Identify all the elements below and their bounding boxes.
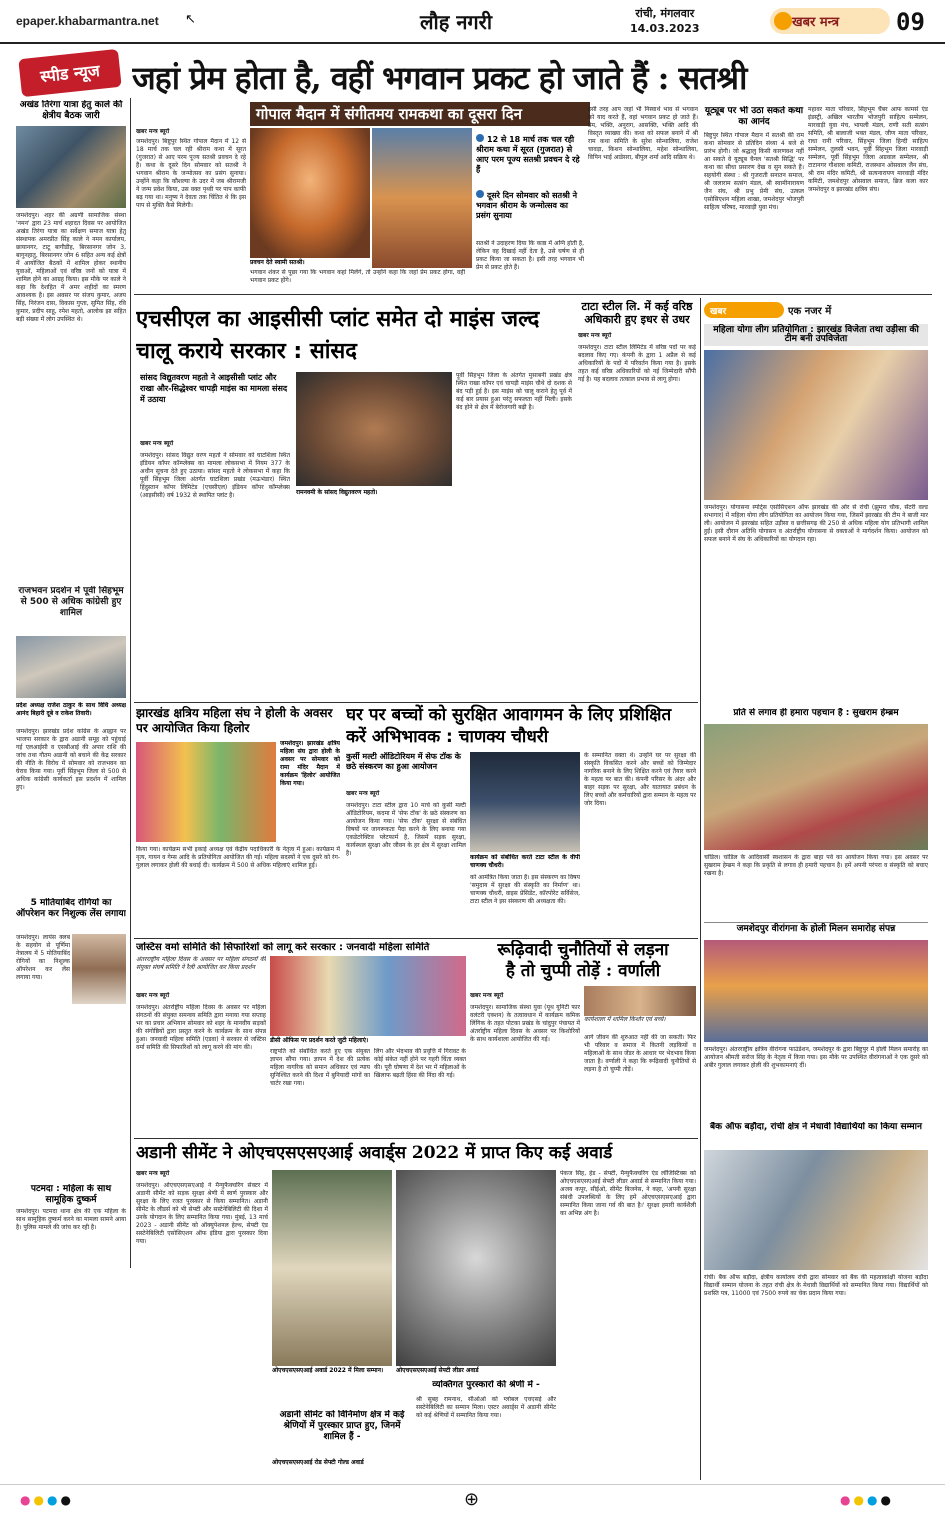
city-day: रांची, मंगलवार: [635, 7, 695, 20]
cw-subhead: कुर्सी मल्टी ऑडिटोरियम में सेफ टॉक के छठे संस्करण का हुआ आयोजन: [346, 752, 461, 771]
ad-photo-caption-3: ओएचएसएसएआई रोड सेफ्टी गोल्ड अवार्ड: [272, 1458, 556, 1467]
divider-bottom: [134, 1138, 698, 1139]
hcl-intro: सांसद विद्युतवरण महतो ने आइसीसी प्लांट और राखा और-सिद्धेश्वर चापड़ी माइंस का मामला संसद में उठाया: [140, 373, 288, 404]
right-r3-body: जमशेदपुर। अंतरराष्ट्रीय क्षत्रिय वीरांगना फाउंडेशन, जमशेदपुर के द्वारा बिष्टुपुर में होली मिलन समारोह का आयोजन श्रीमती सरोज सिंह के नेतृत्व में किया गया। इस मौके पर उपस्थित वीरांगनाओं ने एक दूसरे को अबीर गुलाल लगाकर होली की शुभकामनाएं दीं।: [704, 1046, 928, 1069]
left-s1-head: अखंड तिरंगा यात्रा हेतु काले की क्षेत्रीय बैठक जारी: [19, 100, 123, 121]
right-r1-body: जमशेदपुर। योगासना स्पोर्ट्स एसोसिएशन ऑफ झारखंड की ओर से रांची (झुमरा चौक, सेंटरी वल्ड सभागार) में महिला योगा लीग प्रतियोगिता का आयोजन किया गया, जिसमें झारखंड की टीम ने बाजी मार ली। आयोजन में झारखंड सहित उड़ीसा व छत्तीसगढ़ की 250 से अधिक महिला योग प्रतिभागी शामिल हुईं। इसी दौरान अतिथि योगासन व अंतर्राष्ट्रीय योगासना से वक्ताओं ने मार्गदर्शन किया। आयोजन को सफल बनाने में संघ के अधिकारियों का योगदान रहा।: [704, 504, 928, 543]
ad-body: जमशेदपुर। ओएचएसएसएआई ने मैन्युफैक्चरिंग सेक्टर में अडानी सीमेंट को सड़क सुरक्षा श्रेणी में स्वर्ण पुरस्कार और सुरक्षा के लिए रजत पुरस्कार से किया सम्मानित। अडानी सीमेंट के लीडर्स को भी सेफ्टी और सस्टेनेबिलिटी की दिशा में उनके योगदान के लिए सम्मानित किया गया। मुंबई, 13 मार्च 2023 - अडानी सीमेंट को ऑक्युपेशनल हेल्थ, सेफ्टी एंड सस्टेनेबिलिटी एसोसिएशन ऑफ इंडिया द्वारा पुरस्कार दिया गया।: [136, 1182, 268, 1245]
badge-brand: खबर: [704, 302, 784, 318]
top-body-2: भगवान शंकर से पूछा गया कि भगवान कहां मिलेंगे, तो उन्होंने कहा कि जहां प्रेम प्रकट होगा, वहीं भगवान प्रकट होंगे।: [250, 269, 465, 284]
top-story-bar: गोपाल मैदान में संगीतमय रामकथा का दूसरा दिन: [250, 102, 590, 126]
right-yt-head: यूट्यूब पर भी उठा सकते कथा का आनंद: [704, 106, 804, 127]
cw-body: जमशेदपुर। टाटा स्टील द्वारा 10 मार्च को कुर्सी मल्टी ऑडिटोरियम, कदमा में 'सेफ टॉक' के छठे संस्करण का आयोजन किया गया। 'सेफ टॉक' सुरक्षा से संबंधित विषयों पर जागरूकता पैदा करने के लिए बनाया गया एकडेटरेक्टिव प्लेटफार्म है, जिसमें सड़क सुरक्षा, कार्यस्थल सुरक्षा और जीवन के हर क्षेत्र में सुरक्षा शामिल है।: [346, 802, 466, 857]
mv-subhead: अंतरराष्ट्रीय महिला दिवस के अवसर पर महिला संगठनों की संयुक्त संघर्ष समिति ने रैली आयोजित कर किया प्रदर्शन: [136, 956, 266, 971]
hcl-photo: [296, 372, 452, 486]
hcl-body-2: पूर्वी सिंहभूम जिला के अंतर्गत मुसाबनी प्रखंड क्षेत्र स्थित राखा कॉपर एवं चापड़ी माइंस चौथे दो दशक से बंद पड़ी हुई है। इस माइंस को चालू कराने हेतु पूर्व में कई बार प्रयास हुआ परंतु सफलता नहीं मिली। इसके बंद होने से क्षेत्र में बेरोजगारी बढ़ी है।: [456, 372, 572, 411]
cw-photo: [470, 752, 580, 852]
page-number: 09: [896, 8, 925, 36]
mv-photo-caption: डीसी ऑफिस पर प्रदर्शन करते जुटी महिलाएं।: [270, 1036, 466, 1045]
hcl-body-cont: [296, 500, 446, 700]
right-r4-body: रांची। बैंक ऑफ बड़ौदा, क्षेत्रीय कार्यालय रांची द्वारा सोमवार को बैंक की महत्वाकांक्षी योजना बड़ौदा विद्यार्थी सम्मान योजना के तहत रांची क्षेत्र के मेधावी विद्यार्थियों को सम्मानित किया गया। विद्यार्थियों को प्रशस्ति पत्र, 11000 एवं 7500 रुपये का चेक प्रदान किया गया।: [704, 1274, 928, 1297]
right-r4-photo: [704, 1150, 928, 1270]
top-photo: [250, 128, 370, 258]
left-s4-body: जमशेदपुर। पटमदा थाना क्षेत्र की एक महिला के साथ सामूहिक दुष्कर्म करने का मामला सामने आया है। पुलिस मामले की जांच कर रही है।: [16, 1208, 126, 1231]
mv-body-2: राष्ट्रपति को संबोधित करते हुए एक संयुक्त ज्ञापन सौंपा गया। ज्ञापन में देश की प्रत्येक महिला नागरिक को समान अधिकार एवं न्याय सुनिश्चित करने की दिशा में बुनियादी मांगों का चार्टर रखा गया।: [270, 1048, 370, 1087]
badge-label: एक नजर में: [788, 306, 832, 317]
hcl-photo-caption: रामनवमी के सांसद विद्युतवरण महतो।: [296, 488, 452, 497]
vr-body: जमशेदपुर। सामाजिक संस्था युवा (यूथ यूनिटी फार वलंटरी एक्शन) के तत्वावधान में कार्यक्रम कमिक लिंगिक के तहत पोटका प्रखंड के चांदुपुर पंचायत में अंतर्राष्ट्रीय महिला दिवस के अवसर पर किशोरियों के साथ कार्यशाला आयोजित की गई।: [470, 1004, 580, 1043]
cw-body-3: के सम्मानित वक्ता थे। उन्होंने घर पर सुरक्षा की संस्कृति विकसित करने और बच्चों को जिम्मेदार नागरिक बनाने के लिए शिक्षित करने एवं तैयार करने के महत्व पर बात की। कंपनी परिसर के अंदर और बाहर सड़क पर सुरक्षा, और यातायात प्रबंधन के लिए बच्चों और कर्मचारियों द्वारा सम्मान के महत्व पर जोर दिया।: [584, 752, 696, 807]
registration-dots-right: ●●●●: [840, 1493, 894, 1507]
hcl-byline: खबर मन्त्र ब्यूरो: [140, 440, 174, 447]
brand-name: खबर मन्त्र: [792, 15, 840, 30]
masthead: [0, 0, 945, 44]
top-photo-2: [372, 128, 472, 268]
tata-body: जमशेदपुर। टाटा स्टील लिमिटेड में वरिष्ठ पदों पर कई बदलाव किए गए। कंपनी के द्वारा 1 अप्रैल से कई अधिकारियों के पदों में परिवर्तन किया गया है। इसके तहत कई वरिष्ठ अधिकारियों को नई जिम्मेदारी सौंपी गई है। यह बदलाव तत्काल प्रभाव से लागू होगा।: [578, 344, 696, 383]
ks-body: किया गया। कार्यक्रम सभी इकाई अध्यक्ष एवं केंद्रीय पदाधिकारी के नेतृत्व में हुआ। कार्यक्रम में नृत्य, गायन व गेम्स आदि के प्रतियोगिता आयोजित की गई। महिला सदस्यों ने एक दूसरे को रंग-गुलाल लगाकर होली की बधाई दी। कार्यक्रम में 500 से अधिक महिलाएं शामिल हुईं।: [136, 846, 340, 869]
ks-caption: जमशेदपुर। झारखंड क्षत्रिय महिला संघ द्वारा होली के अवसर पर सोमवार को रामा मंदिर मैदान में कार्यक्रम 'हिलोर' आयोजित किया गया।: [280, 740, 340, 787]
ad-photo-caption-2: ओएचएसएसएआई सेफ्टी लीडर अवार्ड: [396, 1366, 556, 1375]
top-bullet-2: [476, 190, 584, 221]
right-r2-photo: [704, 724, 928, 850]
left-s1-body: जमशेदपुर। शहर की अग्रणी सामाजिक संस्था 'नमन' द्वारा 23 मार्च शहादत दिवस पर आयोजित अखंड तिरंगा यात्रा का सर्वेक्षण समाज यात्रा हेतु संस्थापक अमरप्रीत सिंह काले ने नमन कार्यालय, छायानगर, टाटू बागीडीह, बिरसानगर जोन 3, बागुनहातु, बिरसानगर जोन 6 सहित अन्य कई क्षेत्रों में आयोजित बैठकों में शामिल होकर स्थानीय युवाओं, महिलाओं एवं वरिष्ठ जनों को यात्रा में शामिल होने का आग्रह किया। इस मौके पर काले ने कहा कि देशहित में अमर शहीदों का स्मरण आवश्यक है। इस अवसर पर संजय कुमार, अजय सिंह, निरंजन दास, विकास गुप्ता, सुमित सिंह, रवि कुमार, प्रदीप साहू, रमेश महतो, आलोक झा सहित बड़ी संख्या में लोग उपस्थित थे।: [16, 212, 126, 323]
speed-news-logo: स्पीड न्यूज: [18, 49, 121, 97]
ad-subhead: अडानी सीमेंट को विनिर्माण क्षेत्र में कई श्रेणियों में पुरस्कार प्राप्त हुए, जिनमें शामिल हैं -: [279, 1410, 405, 1442]
top-bullet-1-text: 12 से 18 मार्च तक चल रही श्रीराम कथा में सूरत (गुजरात) से आए परम पूज्य सतश्री प्रवचन दे रहे हैं: [476, 135, 580, 174]
bullet-icon: [476, 190, 484, 198]
site-url[interactable]: epaper.khabarmantra.net: [16, 14, 159, 28]
left-s2-body: जमशेदपुर। झारखंड प्रदेश कांग्रेस के आह्वान पर भाजपा सरकार के द्वारा अडानी समूह को पहुंचाई गई एलआईसी व एसबीआई की अपार राशि की जांच तथा गौतम अडानी को बचाने की केंद्र सरकार की नीति के विरोध में सोमवार को राजभवन का घेराव किया गया। पूर्वी सिंहभूम जिला से 500 से अधिक कांग्रेसी कार्यकर्ता इस प्रदर्शन में शामिल हुए।: [16, 728, 126, 791]
col-divider-right: [700, 298, 701, 1480]
vr-photo: [584, 986, 696, 1016]
divider-top: [134, 294, 932, 295]
mv-body: जमशेदपुर। अंतर्राष्ट्रीय महिला दिवस के अवसर पर महिला संगठनों की संयुक्त समन्वय समिति द्वारा मनाया गया सप्ताह भर का प्रचार अभियान सोमवार को शहर के मानवीय सड़कों की संगोष्ठियों द्वारा प्रस्तुत करने के कार्यक्रम के साथ संपन्न हुआ। जनवादी महिला समिति (एडवा) ने सरकार से जस्टिस वर्मा समिति की सिफारिशों को लागू करने की मांग की।: [136, 1004, 266, 1051]
right-r1-photo: [704, 350, 928, 500]
registration-mark-icon: ⊕: [464, 1489, 480, 1510]
ks-photo: [136, 742, 276, 842]
cw-headline: घर पर बच्चों को सुरक्षित आवागमन के लिए प्रशिक्षित करें अभिभावक : चाणक्य चौधरी: [346, 705, 672, 747]
ad-award-photo-1: [272, 1170, 392, 1366]
left-s3-photo: [72, 934, 126, 1004]
right-yt-body-2: महावर माता परिवार, सिंहभूम चैंबर आफ कामर्स एंड इंडस्ट्री, अखिल भारतीय भोजपुरी साहित्य सम्मेलन, मारवाड़ी युवा मंच, भायली मंडल, राणी सती सत्संग समिति, श्री बालाजी भक्त मंडल, जीण माता परिवार, राधा रानी परिवार, सिंहभूम जिला हिन्दी साहित्य सम्मेलन, तुलसी भवन, पूर्वी सिंहभूम जिला मारवाड़ी सम्मेलन, पूर्वी सिंहभूम जिला अग्रवाल सम्मेलन, श्री टाटानगर गौशाला कमिटी, राजस्थान ओसवाल जैन संघ, श्री राम मंदिर कमिटी, श्री सत्यनारायण मारवाड़ी मंदिर कमिटी, जमशेदपुर ओसवाल समाज, ब्रिज कला कार जमशेदपुर व झारखंड क्षत्रिय संघ।: [808, 106, 928, 193]
left-s4-head: पटमदा : महिला के साथ सामूहिक दुष्कर्म: [30, 1184, 112, 1205]
top-bullet-2-text: दूसरे दिन सोमवार को सतश्री ने भगवान श्रीराम के जन्मोत्सव का प्रसंग सुनाया: [476, 191, 578, 220]
ad-award-photo-2: [396, 1170, 556, 1366]
left-s3-body-cont: [16, 1006, 126, 1182]
col-divider-left: [130, 98, 131, 1268]
right-r4-head: बैंक ऑफ बड़ौदा, रांची क्षेत्र ने मेधावी विद्यार्थियों का किया सम्मान: [710, 1122, 922, 1132]
top-body-3: सतश्री ने उदाहरण दिया कि काष्ठ में अग्नि होती है, लेकिन वह दिखाई नहीं देता है, उसे घर्षण से ही प्रकट किया जा सकता है। इसी तरह भगवान भी प्रेम से प्रकट होते हैं।: [476, 240, 584, 271]
page-date: [630, 6, 700, 36]
main-headline: जहां प्रेम होता है, वहीं भगवान प्रकट हो जाते हैं : सतश्री: [132, 59, 747, 97]
right-yt-body: बिष्टुपुर स्थित गोपाल मैदान में सतश्री की राम कथा सोमवार से प्रतिदिन संध्या 4 बजे से प्रारंभ होगी। जो श्रद्धालु किसी कारणवश नहीं आ सकते वे यूट्यूब चैनल 'सतश्री सिद्धि' पर कथा का सीधा प्रसारण देख व सुन सकते हैं। सहयोगी संस्था : श्री गुजराती सनातन समाज, श्री जलाराम सत्संग मंडल, श्री स्वामीनारायण जैन संघ, श्री प्रभु प्रेमी संघ, उत्कल एसोसिएशन महिला शाखा, जमशेदपुर भोजपुरी साहित्य परिषद, मारवाड़ी युवा मंच।: [704, 132, 804, 211]
left-s2-head: राजभवन प्रदर्शन में पूर्वी सिंहभूम से 500 से अधिक कांग्रेसी हुए शामिल: [18, 586, 124, 618]
left-s3-head: 5 मोतियाबिंद रोगियों का ऑपरेशन कर निशुल्क लेंस लगाया: [16, 898, 126, 919]
ad-body-2: पंकज सिंह, हेड - सेफ्टी, मैन्युफैक्चरिंग एंड लॉजिस्टिक्स को ओएचएसएसएआई सेफ्टी लीडर अवार्ड से सम्मानित किया गया। अजय कपूर, सीईओ, सीमेंट बिजनेस, ने कहा, 'अपनी सुरक्षा संबंधी उपलब्धियों के लिए हमें ओएचएसएसएआई द्वारा सम्मानित किया जाना गर्व की बात है।' सुरक्षा हमारी कार्यशैली का अभिन्न अंग है।: [560, 1170, 696, 1217]
top-body-1: जमशेदपुर। बिष्टुपुर स्थित गोपाल मैदान में 12 से 18 मार्च तक चल रही श्रीराम कथा में सूरत (गुजरात) से आए परम पूज्य सतश्री प्रवचन दे रहे हैं। कथा के दूसरे दिन सोमवार को सतश्री ने भगवान श्रीराम के जन्मोत्सव का प्रसंग सुनाया। उन्होंने कहा कि कौशल्या के उदर में जब श्रीरामजी ने जन्म प्रवेश किया, उस वक्त पृथ्वी पर पाप काफी बढ़ गया था। मनुष्य ने देवता तक चिंतित थे कि इस पाप से मुक्ति कैसे मिलेगी।: [136, 138, 246, 209]
tata-byline: खबर मन्त्र ब्यूरो: [578, 332, 612, 339]
mv-byline: खबर मन्त्र ब्यूरो: [136, 992, 170, 999]
ks-headline: झारखंड क्षत्रिय महिला संघ ने होली के अवसर पर आयोजित किया हिलोर: [136, 706, 333, 735]
top-byline: खबर मन्त्र ब्यूरो: [136, 128, 170, 135]
cw-byline: खबर मन्त्र ब्यूरो: [346, 790, 380, 797]
footer-bar: [0, 1484, 945, 1517]
ad-subhead-2: व्यक्तिगत पुरस्कारों की श्रेणी में -: [432, 1380, 540, 1390]
right-r1-head: महिला योगा लीग प्रतियोगिता : झारखंड विजेता तथा उड़ीसा की टीम बनी उपविजेता: [704, 324, 928, 346]
top-bullet-1: [476, 134, 584, 175]
ad-photo-caption-1: ओएचएसएसएआई अवार्ड 2022 में मिला सम्मान।: [272, 1366, 392, 1375]
left-s2-caption: प्रदेश अध्यक्ष राजेश ठाकुर के साथ विधि अध्यक्ष आनंद बिहारी दूबे व राकेश तिवारी।: [16, 702, 126, 717]
top-photo-caption: प्रवचन देते स्वामी सतश्री।: [250, 258, 370, 267]
divider-mid-2: [134, 938, 698, 939]
tata-headline: टाटा स्टील लि. में कई वरिष्ठ अधिकारी हुए इधर से उधर: [581, 300, 693, 326]
left-s1-photo: [16, 126, 126, 208]
right-r2-head: प्रति से लगाव ही हमारा पहचान है : सुखराम हेम्ब्रम: [733, 708, 899, 718]
registration-dots-left: ●●●●: [20, 1493, 74, 1507]
hcl-headline: एचसीएल का आइसीसी प्लांट समेत दो माइंस जल्द चालू कराये सरकार : सांसद: [136, 307, 540, 364]
vr-photo-caption: कार्यशाला में शामिल किशोर एवं बच्चे।: [584, 1016, 666, 1023]
mv-photo: [270, 956, 466, 1036]
ad-body-3: श्री सुबह रामनाथ, सीओओ को ग्लोबल एचएसई और सस्टेनेबिलिटी का सम्मान मिला। एस्टर अवार्ड्स में अडानी सीमेंट को कई श्रेणियों में सम्मानित किया गया।: [416, 1396, 556, 1419]
date: 14.03.2023: [630, 22, 700, 35]
page-name: लौह नगरी: [420, 10, 493, 34]
ad-headline: अडानी सीमेंट ने ओएचएसएसएआई अवार्ड्स 2022 में प्राप्त किए कई अवार्ड: [136, 1143, 613, 1163]
hcl-body: जमशेदपुर। सांसद विद्युत वरण महतो ने सोमवार को घाटशिला स्थित इंडियन कॉपर कॉम्प्लेक्स का मामला लोकसभा में नियम 377 के अधीन सूचना देते हुए उठाया। सांसद महतो ने लोकसभा में कहा कि पूर्वी सिंहभूम जिला अंतर्गत घाटशिला प्रखंड (मऊभंडार) स्थित हिंदुस्तान कॉपर लिमिटेड (एचसीएल) इंडियन कॉपर कॉम्प्लेक्स (आइसीसी) वर्ष 1932 से स्थापित प्लांट है।: [140, 452, 290, 499]
right-r2-body: चांडिल। चांडिल के आदिवासी स्वशासन के द्वारा बाहा पर्व का आयोजन किया गया। इस अवसर पर सुखराम हेम्ब्रम ने कहा कि प्रकृति से लगाव ही हमारी पहचान है। हमें अपनी परंपरा व संस्कृति को बचाए रखना है।: [704, 854, 928, 877]
left-s2-photo: [16, 636, 126, 698]
cw-photo-caption: कार्यक्रम को संबोधित करते टाटा स्टील के वीपी चाणक्य चौधरी।: [470, 854, 580, 869]
cursor-icon: ↖: [185, 12, 196, 27]
left-s3-body: जमशेदपुर। लायंस क्लब के सहयोग से पूर्णिमा नेत्रालय में 5 मोतियाबिंद रोगियों का निशुल्क ऑपरेशन कर लेंस लगाया गया।: [16, 934, 70, 981]
vr-body-2: आगे जीवन की शुरुआत नहीं की जा सकती। फिर भी परिवार व समाज में कितनी लड़कियों व महिलाओं के साथ जेंडर के आधार पर भेदभाव किया जाता है। वर्णाली ने कहा कि रूढ़िवादी चुनौतियों से लड़ना है तो चुप्पी तोड़ें।: [584, 1034, 696, 1073]
right-r3-head: जमशेदपुर वीरांगना के होली मिलन समारोह संपन्न: [704, 922, 928, 935]
bullet-icon: [476, 134, 484, 142]
mv-headline: जस्टिस वर्मा समिति की सिफारिशों को लागू करे सरकार : जनवादी महिला समिति: [136, 942, 430, 953]
ad-byline: खबर मन्त्र ब्यूरो: [136, 1170, 170, 1177]
brand-badge: [770, 8, 890, 34]
vr-byline: खबर मन्त्र ब्यूरो: [470, 992, 504, 999]
right-r3-photo: [704, 940, 928, 1042]
vr-headline-1: रूढ़िवादी चुनौतियों से लड़ना: [497, 940, 669, 960]
brand-logo-icon: [774, 12, 792, 30]
vr-headline: [470, 940, 696, 982]
at-a-glance-badge: [704, 302, 928, 318]
cw-body-2: को आमंत्रित किया जाता है। इस संस्करण का विषय 'समुदाय में सुरक्षा की संस्कृति का निर्माण' था। चाणक्य चौधरी, वाइस प्रेसिडेंट, कॉरपोरेट सर्विसेज, टाटा स्टील ने इस संस्करण की अध्यक्षता की।: [470, 874, 580, 905]
vr-headline-2: है तो चुप्पी तोड़ें : वर्णाली: [505, 961, 661, 981]
divider-mid: [134, 702, 698, 703]
ad-body-cont: [272, 1378, 392, 1410]
mv-body-3: लिंग और भेदभाव की प्रवृत्ति में गिरावट के कोई संकेत नहीं होने पर गहरी चिंता व्यक्त की। पूरी घोषणा में देश भर में महिलाओं के खिलाफ बढ़ती हिंसा की निंदा की गई।: [374, 1048, 466, 1079]
top-body-4: इसी तरह आप जहां भी निस्वार्थ भाव से भगवान को याद करते हैं, वहां भगवान प्रकट हो जाते हैं। प्रेम, भक्ति, अनुराग, आसक्ति, भक्ति आदि की विस्तृत व्याख्या की। कथा को सफल बनाने में श्री राम कथा समिति के सुरेश सोन्थालिया, राजेश चावड़ा, किशन सोन्थालिया, महेश सोन्थालिया, विपिन भाई आडेसरा, बीपुल शर्मा आदि सक्रिय थे।: [588, 106, 698, 161]
